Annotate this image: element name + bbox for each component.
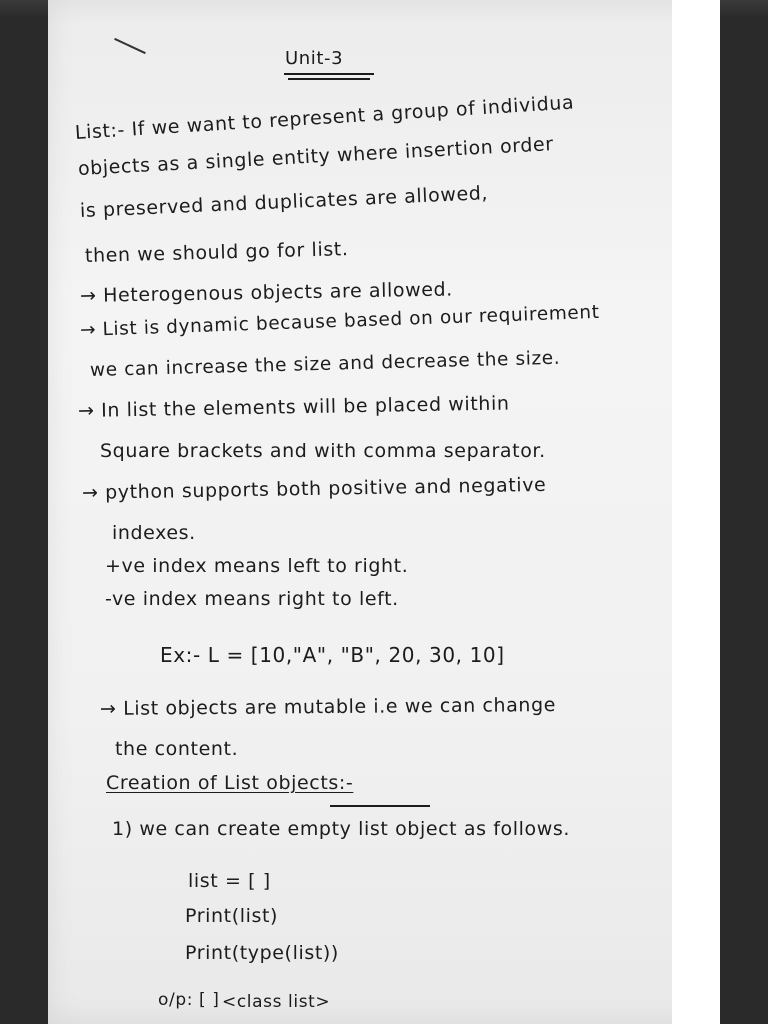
text-line: is preserved and duplicates are allowed, [79,182,489,222]
output-value: <class list> [222,992,331,1012]
text-line: → Heterogenous objects are allowed. [79,278,454,307]
code-line: Print(type(list)) [185,942,339,964]
text-line: → List is dynamic because based on our requirement [79,301,600,341]
text-line: we can increase the size and decrease the size. [89,347,561,381]
code-line: Print(list) [185,905,279,927]
text-line: -ve index means right to left. [105,588,399,610]
code-line: list = [ ] [188,870,271,892]
text-line: → List objects are mutable i.e we can change [99,694,557,720]
title-underline [284,73,374,75]
example-line: Ex:- L = [10,"A", "B", 20, 30, 10] [160,643,505,667]
text-line: List:- If we want to represent a group of individua [74,91,575,144]
page-edge [672,0,720,1024]
heading-double-underline [330,805,430,807]
text-line: objects as a single entity where insertion order [77,133,555,180]
output-label: o/p: [ ] [158,990,220,1010]
text-line: the content. [115,738,239,760]
page-title: Unit-3 [285,48,344,69]
text-line: +ve index means left to right. [105,555,409,577]
pen-mark [114,38,146,54]
text-line: → In list the elements will be placed within [77,392,510,422]
text-line: Square brackets and with comma separator. [100,440,546,462]
text-line: indexes. [112,522,196,544]
text-line: then we should go for list. [84,238,349,267]
title-underline-second [288,78,370,80]
section-heading: Creation of List objects:- [106,772,354,794]
text-line: 1) we can create empty list object as follows. [112,818,571,840]
text-line: → python supports both positive and negative [81,473,547,504]
